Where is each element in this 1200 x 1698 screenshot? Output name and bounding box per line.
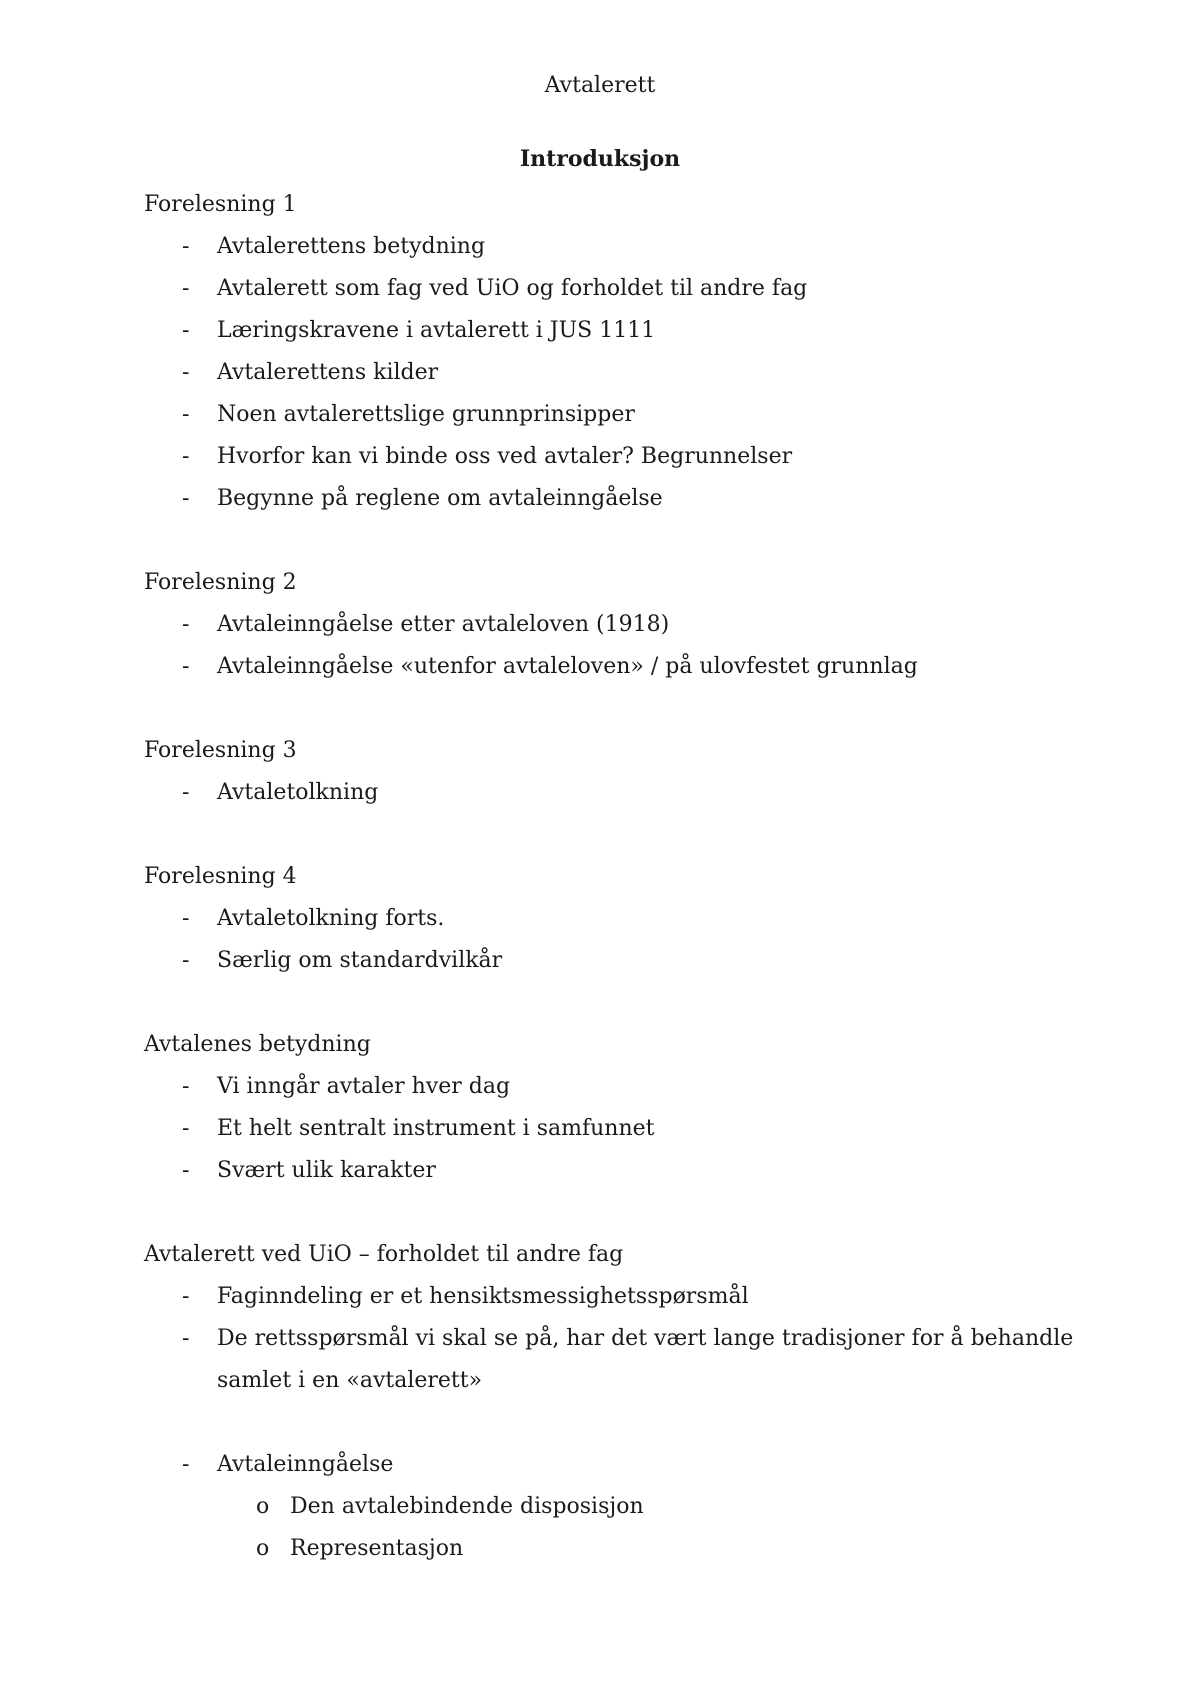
section-heading: Avtalenes betydning — [144, 1032, 371, 1057]
section-forelesning-2 — [144, 562, 1084, 688]
list-item — [144, 898, 1084, 940]
list-item-text: Særlig om standardvilkår — [217, 948, 503, 973]
dash-marker: - — [182, 1326, 190, 1351]
sub-list-item — [144, 1528, 1084, 1570]
sub-list-item-text: Den avtalebindende disposisjon — [290, 1494, 644, 1519]
list-item-text: Avtalerettens betydning — [217, 234, 486, 259]
dash-marker: - — [182, 276, 190, 301]
circle-marker: o — [256, 1494, 270, 1519]
list-item-text: Noen avtalerettslige grunnprinsipper — [217, 402, 635, 427]
bullet-list — [144, 898, 1084, 982]
section-forelesning-3 — [144, 730, 1084, 814]
section-heading: Forelesning 4 — [144, 864, 297, 889]
list-item-text: Avtalerettens kilder — [217, 360, 439, 385]
dash-marker: - — [182, 402, 190, 427]
dash-marker: - — [182, 360, 190, 385]
list-item — [144, 436, 1084, 478]
dash-marker: - — [182, 1074, 190, 1099]
document-body — [144, 184, 1084, 1612]
sub-list-item-text: Representasjon — [290, 1536, 464, 1561]
list-item — [144, 310, 1084, 352]
dash-marker: - — [182, 318, 190, 343]
dash-marker: - — [182, 1158, 190, 1183]
list-item-text: Et helt sentralt instrument i samfunnet — [217, 1116, 655, 1141]
list-item — [144, 1276, 1084, 1318]
section-heading: Avtalerett ved UiO – forholdet til andre fag — [144, 1242, 624, 1267]
sub-bullet-list — [144, 1486, 1084, 1570]
list-item-text: Avtaletolkning — [217, 780, 379, 805]
bullet-list — [144, 1276, 1084, 1402]
section-heading: Forelesning 3 — [144, 738, 297, 763]
bullet-list — [144, 1066, 1084, 1192]
document-title: Avtalerett — [544, 73, 656, 98]
dash-marker: - — [182, 654, 190, 679]
dash-marker: - — [182, 1284, 190, 1309]
list-item — [144, 226, 1084, 268]
bullet-list — [144, 604, 1084, 688]
list-item — [144, 1150, 1084, 1192]
document-subtitle: Introduksjon — [519, 146, 681, 172]
list-item — [144, 646, 1084, 688]
list-item-text: Avtaleinngåelse «utenfor avtaleloven» / på ulovfestet grunnlag — [217, 654, 918, 679]
bullet-list — [144, 226, 1084, 520]
list-item-text: Begynne på reglene om avtaleinngåelse — [217, 486, 663, 511]
dash-marker: - — [182, 906, 190, 931]
list-item-text: De rettsspørsmål vi skal se på, har det vært lange tradisjoner for å behandle samlet i en «avtalerett» — [217, 1326, 1074, 1393]
list-item-text: Avtaleinngåelse — [217, 1452, 394, 1477]
bullet-list — [144, 1444, 1084, 1486]
list-item-text: Avtaleinngåelse etter avtaleloven (1918) — [217, 612, 670, 637]
list-item — [144, 604, 1084, 646]
circle-marker: o — [256, 1536, 270, 1561]
list-item — [144, 352, 1084, 394]
list-item-text: Avtaletolkning forts. — [217, 906, 445, 931]
list-item — [144, 1318, 1084, 1402]
list-item — [144, 394, 1084, 436]
list-item — [144, 1066, 1084, 1108]
list-item — [144, 268, 1084, 310]
list-item-text: Faginndeling er et hensiktsmessighetsspørsmål — [217, 1284, 749, 1309]
dash-marker: - — [182, 1452, 190, 1477]
section-forelesning-1 — [144, 184, 1084, 520]
dash-marker: - — [182, 234, 190, 259]
list-item-text: Hvorfor kan vi binde oss ved avtaler? Begrunnelser — [217, 444, 793, 469]
dash-marker: - — [182, 1116, 190, 1141]
dash-marker: - — [182, 486, 190, 511]
list-item — [144, 772, 1084, 814]
section-avtalerett-ved-uio — [144, 1234, 1084, 1570]
list-item-text: Læringskravene i avtalerett i JUS 1111 — [217, 318, 656, 343]
section-avtalenes-betydning — [144, 1024, 1084, 1192]
list-item — [144, 1108, 1084, 1150]
sub-list-item — [144, 1486, 1084, 1528]
list-item — [144, 478, 1084, 520]
dash-marker: - — [182, 948, 190, 973]
bullet-list — [144, 772, 1084, 814]
empty-line — [144, 1402, 1084, 1444]
list-item-text: Svært ulik karakter — [217, 1158, 436, 1183]
list-item — [144, 940, 1084, 982]
dash-marker: - — [182, 444, 190, 469]
dash-marker: - — [182, 612, 190, 637]
section-forelesning-4 — [144, 856, 1084, 982]
dash-marker: - — [182, 780, 190, 805]
list-item-text: Avtalerett som fag ved UiO og forholdet til andre fag — [217, 276, 808, 301]
list-item-text: Vi inngår avtaler hver dag — [217, 1074, 511, 1099]
section-heading: Forelesning 1 — [144, 192, 297, 217]
list-item — [144, 1444, 1084, 1486]
section-heading: Forelesning 2 — [144, 570, 297, 595]
